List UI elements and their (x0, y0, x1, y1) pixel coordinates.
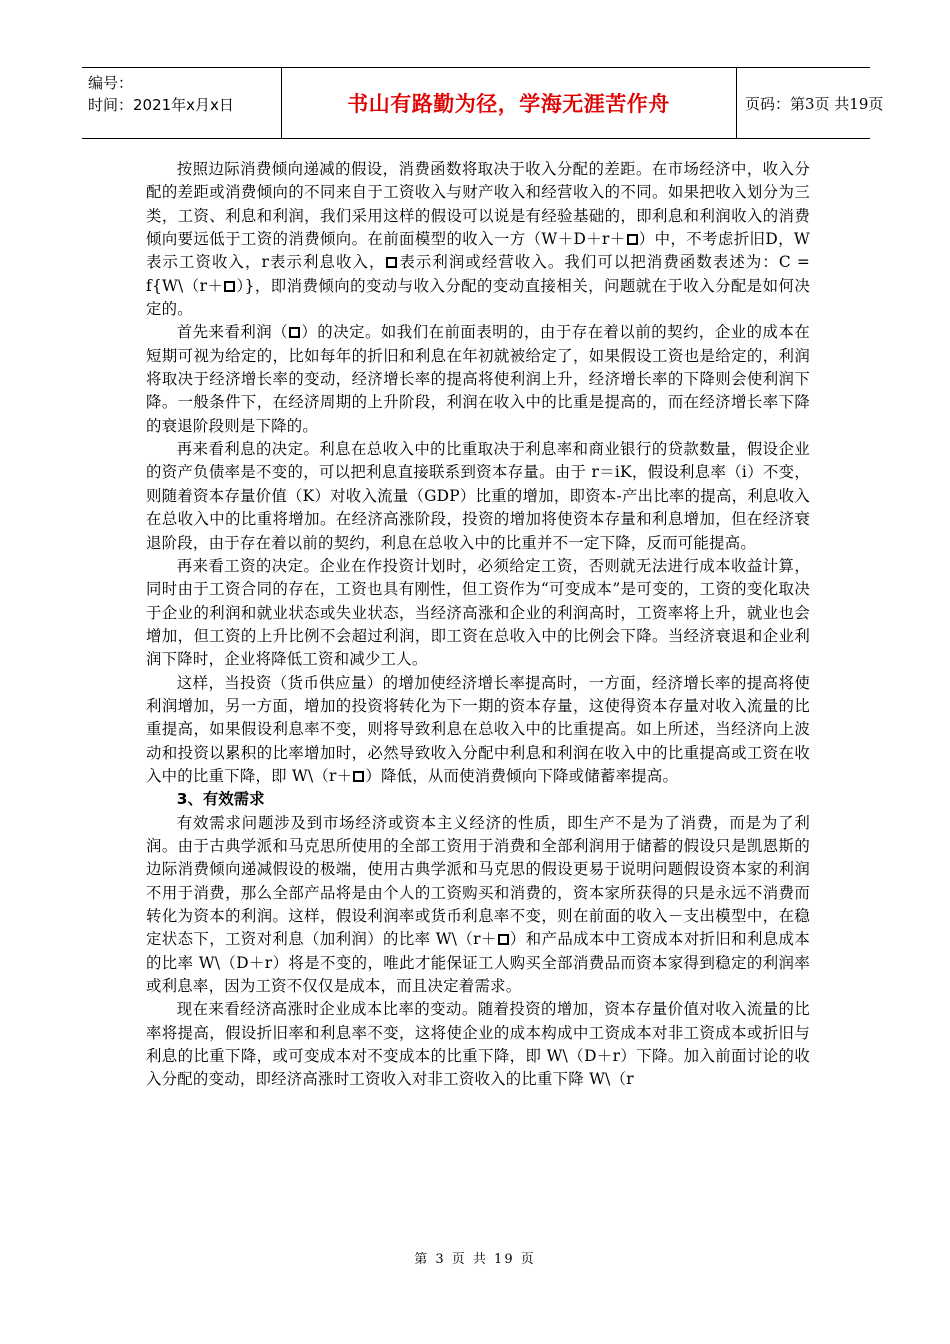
paragraph-cost-ratio: 现在来看经济高涨时企业成本比率的变动。随着投资的增加，资本存量价值对收入流量的比率将提高，假设折旧率和利息率不变，这将使企业的成本构成中工资成本对非工资成本或折旧与利息的比重下降，或可变成本对不变成本的比重下降，即 W\（D＋r）下降。加入前面讨论的收入分配的变动，即经济高涨时工资收入对非工资收入的比重下降 W\（r (146, 1000, 810, 1089)
text-run: 按照边际消费倾向递减的假设，消费函数将取决于收入分配的差距。在市场经济中，收入分配的差距或消费倾向的不同来自于工资收入与财产收入和经营收入的不同。如果把收入划分为三类，工资、利息和利润，我们采用这样的假设可以说是有经验基础的，即利息和利润收入的消费倾向要远低于工资的消费倾向。在前面模型的收入一方（W＋D＋r＋ (146, 160, 810, 249)
text-run: ）的决定。如我们在前面表明的，由于存在着以前的契约，企业的成本在短期可视为给定的，比如每年的折旧和利息在年初就被给定了，如果假设工资也是给定的，利润将取决于经济增长率的变动，经济增长率的提高将使利润上升，经济增长率的下降则会使利润下降。一般条件下，在经济周期的上升阶段，利润在收入中的比重是提高的，而在经济增长率下降的衰退阶段则是下降的。 (146, 323, 810, 435)
text-run: 有效需求问题涉及到市场经济或资本主义经济的性质，即生产不是为了消费，而是为了利润。由于古典学派和马克思所使用的全部工资用于消费和全部利润用于储蓄的假设只是凯恩斯的边际消费倾向递减假设的极端，使用古典学派和马克思的假设更易于说明问题假设资本家的利润不用于消费，那么全部产品将是由个人的工资购买和消费的，资本家所获得的只是永远不消费而转化为资本的利润。这样，假设利润率或货币利息率不变，则在前面的收入－支出模型中，在稳定状态下，工资对利息（加利润）的比率 W\（r＋ (146, 813, 810, 949)
profit-symbol-icon (386, 257, 397, 268)
section-heading: 3、有效需求 (176, 790, 265, 809)
profit-symbol-icon (627, 234, 638, 245)
document-body (146, 158, 810, 1092)
profit-symbol-icon (224, 281, 235, 292)
header-meta-cell (82, 68, 282, 138)
text-run: ）和产品成本中工资成本对折旧和利息成本的比率 W\（D＋r）将是不变的，唯此才能保证工人购买全部消费品而资本家得到稳定的利润率或利息率，因为工资不仅仅是成本，而且决定着需求。 (146, 930, 810, 996)
paragraph-consumption-function (146, 158, 810, 321)
text-run: ）中，不考虑折旧D，W表示工资收入，r表示利息收入， (146, 230, 810, 272)
document-number-label: 编号： (88, 74, 134, 92)
page-footer: 第 3 页 共 19 页 (414, 1252, 536, 1267)
text-run: 首先来看利润（ (176, 323, 289, 342)
text-run: ）降低，从而使消费倾向下降或储蓄率提高。 (365, 766, 679, 785)
header-page-cell (737, 68, 884, 138)
paragraph-interest: 再来看利息的决定。利息在总收入中的比重取决于利息率和商业银行的贷款数量，假设企业的资产负债率是不变的，可以把利息直接联系到资本存量。由于 r＝iK，假设利息率（i）不变，则随着资本存量价值（K）对收入流量（GDP）比重的增加，即资本-产出比率的提高，利息收入在总收入中的比重将增加。在经济高涨阶段，投资的增加将使资本存量和利息增加，但在经济衰退阶段，由于存在着以前的契约，利息在总收入中的比重并不一定下降，反而可能提高。 (146, 440, 810, 552)
document-time-label: 时间：2021年x月x日 (88, 96, 234, 114)
paragraph-effective-demand (146, 812, 810, 999)
header-motto-cell (281, 68, 737, 138)
text-run: ）}，即消费倾向的变动与收入分配的变动直接相关，问题就在于收入分配是如何决定的。 (146, 276, 810, 319)
paragraph-investment (146, 672, 810, 789)
text-run: 这样，当投资（货币供应量）的增加使经济增长率提高时，一方面，经济增长率的提高将使利润增加，另一方面，增加的投资将转化为下一期的资本存量，这使得资本存量对收入流量的比重提高，如果假设利息率不变，则将导致利息在总收入中的比重提高。如上所述，当经济向上波动和投资以累积的比率增加时，必然导致收入分配中利息和利润在收入中的比重提高或工资在收入中的比重下降，即 W\（r＋ (146, 673, 810, 785)
profit-symbol-icon (289, 327, 300, 338)
profit-symbol-icon (498, 934, 509, 945)
page-header (82, 67, 884, 139)
text-run: 表示利润或经营收入。我们可以把消费函数表述为：C = f{W\（r＋ (146, 253, 810, 295)
paragraph-wages: 再来看工资的决定。企业在作投资计划时，必须给定工资，否则就无法进行成本收益计算，同时由于工资合同的存在，工资也具有刚性，但工资作为“可变成本”是可变的，工资的变化取决于企业的利润和就业状态或失业状态，当经济高涨和企业的利润高时，工资率将上升，就业也会增加，但工资的上升比例不会超过利润，即工资在总收入中的比例会下降。当经济衰退和企业利润下降时，企业将降低工资和减少工人。 (146, 556, 810, 669)
header-page-info: 页码：第3页 共19页 (745, 94, 884, 113)
profit-symbol-icon (353, 771, 364, 782)
header-motto: 书山有路勤为径，学海无涯苦作舟 (347, 92, 670, 116)
paragraph-profit (146, 321, 810, 438)
